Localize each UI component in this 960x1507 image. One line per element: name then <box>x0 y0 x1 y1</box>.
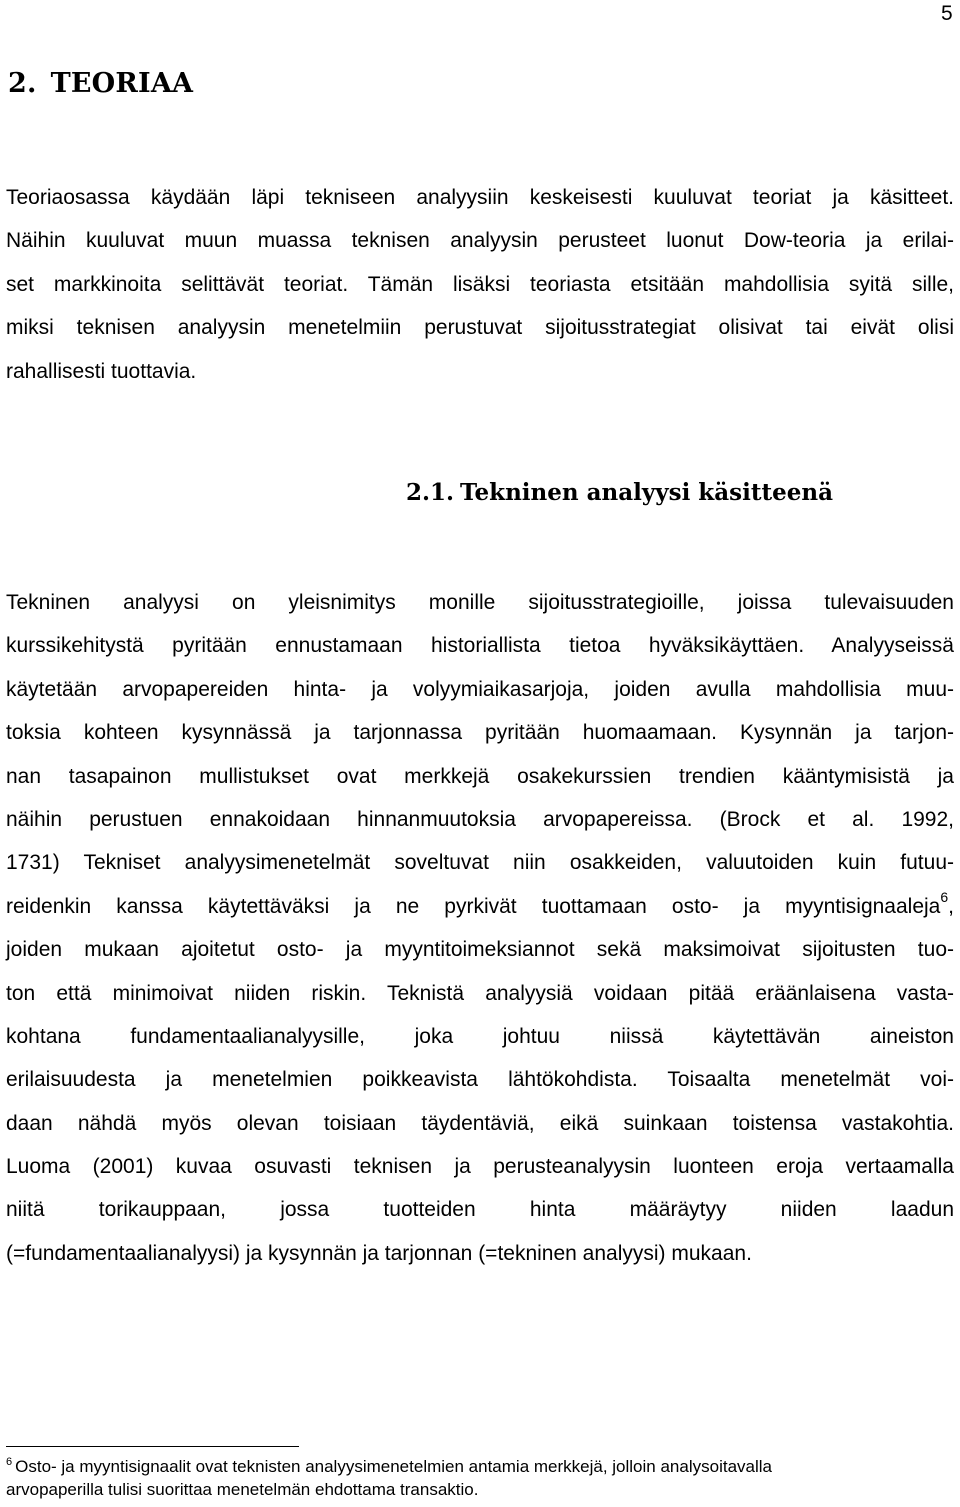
body-line-trail: , <box>948 894 954 918</box>
body-line: käytetään arvopapereiden hinta- ja volyymiaikasarjoja, joiden avulla mahdollisia muu- <box>6 677 954 701</box>
section-heading <box>8 68 193 99</box>
intro-paragraph <box>6 176 954 393</box>
body-line: 1731) Tekniset analyysimenetelmät soveltuvat niin osakkeiden, valuutoiden kuin futuu- <box>6 851 954 875</box>
intro-line: miksi teknisen analyysin menetelmiin perustuvat sijoitusstrategiat olisivat tai eivät olisi <box>6 316 954 340</box>
body-line: toksia kohteen kysynnässä ja tarjonnassa pyritään huomaamaan. Kysynnän ja tarjon- <box>6 721 954 745</box>
intro-line: set markkinoita selittävät teoriat. Tämän lisäksi teoriasta etsitään mahdollisia syitä sille, <box>6 272 954 296</box>
footnote-separator <box>6 1446 299 1447</box>
body-line: kurssikehitystä pyritään ennustamaan historiallista tietoa hyväksikäyttäen. Analyyseissä <box>6 634 954 658</box>
subsection-number: 2.1. <box>406 479 455 506</box>
body-line: daan nähdä myös olevan toisiaan täydentäviä, eikä suinkaan toistensa vastakohtia. <box>6 1111 954 1135</box>
body-line: kohtana fundamentaalianalyysille, joka johtuu niissä käytettävän aineiston <box>6 1024 954 1048</box>
subsection-title: Tekninen analyysi käsitteenä <box>460 479 833 506</box>
body-paragraph <box>6 581 954 1275</box>
footnote-reference[interactable]: 6 <box>940 888 949 905</box>
footnote-text: Osto- ja myyntisignaalit ovat teknisten analyysimenetelmien antamia merkkejä, jolloin analysoitavalla <box>15 1457 772 1476</box>
body-line-text: reidenkin kanssa käytettäväksi ja ne pyrkivät tuottamaan osto- ja myyntisignaaleja <box>6 894 941 918</box>
intro-line: Näihin kuuluvat muun muassa teknisen analyysin perusteet luonut Dow-teoria ja erilai- <box>6 229 954 253</box>
intro-line: Teoriaosassa käydään läpi tekniseen analyysiin keskeisesti kuuluvat teoriat ja käsitteet. <box>6 186 954 209</box>
body-line: erilaisuudesta ja menetelmien poikkeavista lähtökohdista. Toisaalta menetelmät voi- <box>6 1068 954 1092</box>
footnote-line: arvopaperilla tulisi suorittaa menetelmän ehdottama transaktio. <box>6 1480 479 1499</box>
body-line: niitä torikauppaan, jossa tuotteiden hinta määräytyy niiden laadun <box>6 1198 954 1222</box>
footnote <box>6 1455 956 1501</box>
intro-line: rahallisesti tuottavia. <box>6 359 197 383</box>
body-line: näihin perustuen ennakoidaan hinnanmuutoksia arvopapereissa. (Brock et al. 1992, <box>6 807 954 831</box>
body-line: joiden mukaan ajoitetut osto- ja myyntitoimeksiannot sekä maksimoivat sijoitusten tuo- <box>6 938 954 962</box>
page-number: 5 <box>941 2 953 25</box>
body-line: Tekninen analyysi on yleisnimitys monille sijoitusstrategioille, joissa tulevaisuuden <box>6 591 954 614</box>
subsection-heading <box>406 479 833 506</box>
footnote-marker: 6 <box>6 1456 13 1468</box>
body-line: ton että minimoivat niiden riskin. Teknistä analyysiä voidaan pitää eräänlaisena vasta- <box>6 981 954 1005</box>
body-line: nan tasapainon mullistukset ovat merkkejä osakekurssien trendien kääntymisistä ja <box>6 764 954 788</box>
body-line: (=fundamentaalianalyysi) ja kysynnän ja tarjonnan (=tekninen analyysi) mukaan. <box>6 1241 752 1265</box>
section-number: 2. <box>8 68 37 99</box>
body-line-with-footnote <box>6 885 954 928</box>
body-line: Luoma (2001) kuvaa osuvasti teknisen ja perusteanalyysin luonteen eroja vertaamalla <box>6 1155 954 1179</box>
footnote-line <box>6 1455 956 1478</box>
section-title: TEORIAA <box>50 68 194 99</box>
